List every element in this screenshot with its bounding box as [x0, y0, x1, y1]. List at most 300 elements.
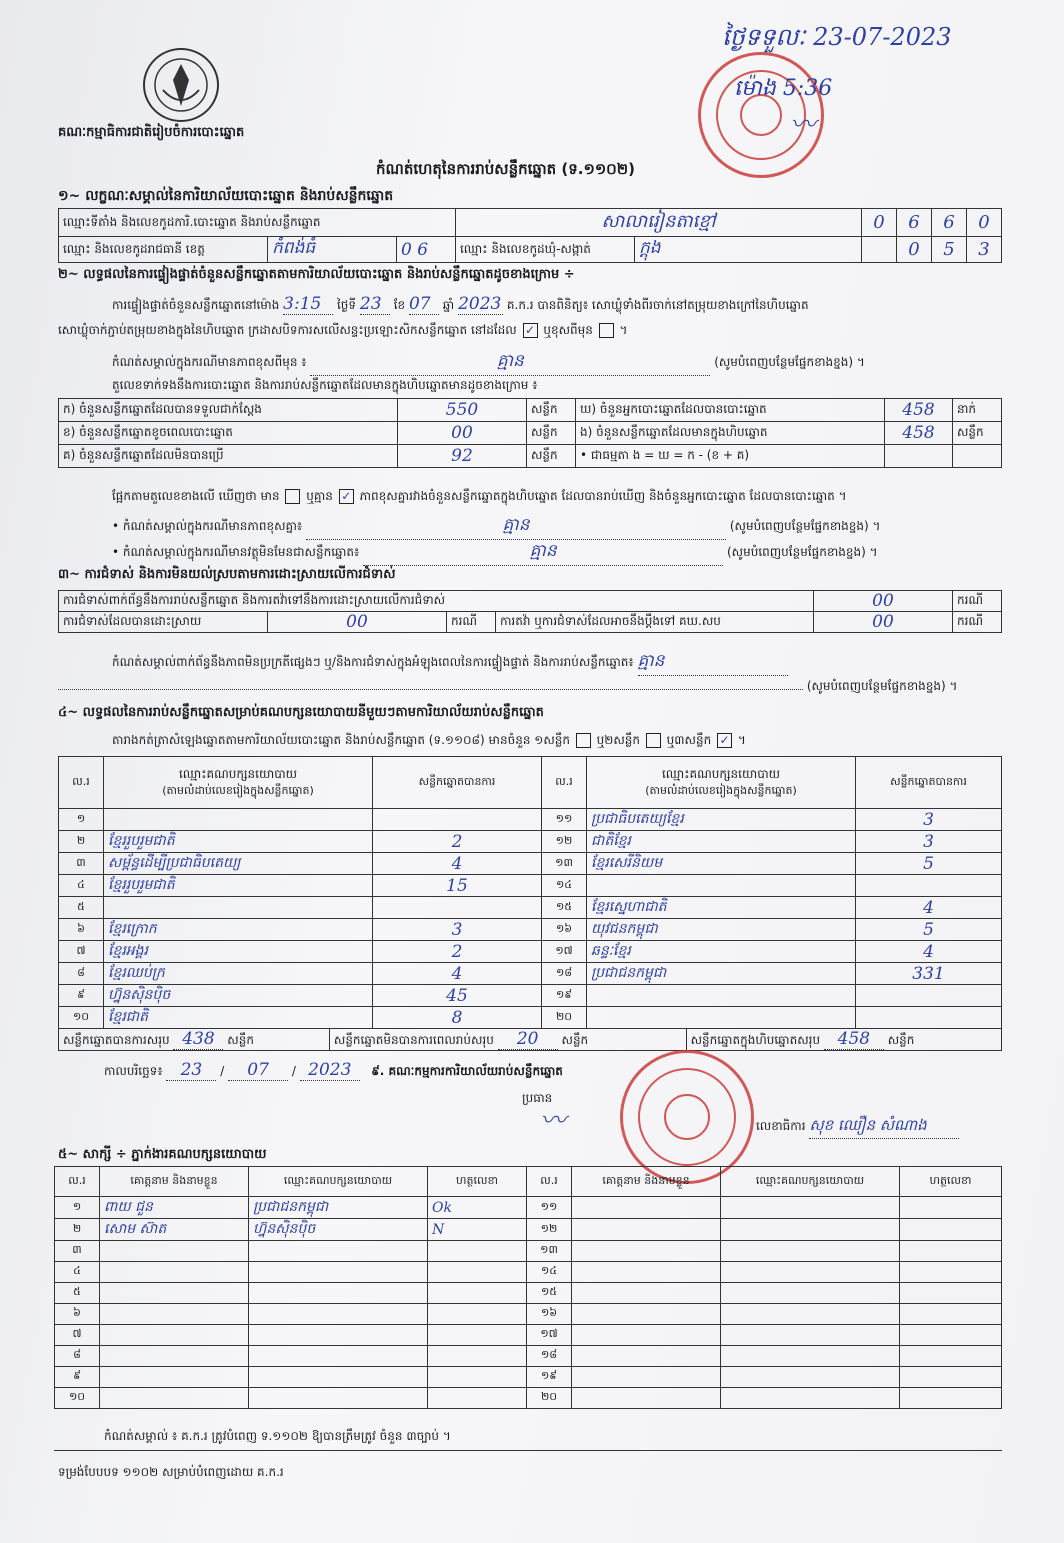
object-note-line: [112, 540, 878, 566]
province-label: ឈ្មោះ និងលេខកូដរាជធានី ខេត្ត: [59, 237, 268, 263]
witness-right-sign: [900, 1219, 1002, 1241]
results-row: [59, 919, 1002, 941]
witness-left-party: [249, 1346, 428, 1367]
verify-time: 3:15: [283, 294, 333, 315]
result-right-votes: 3: [856, 809, 1002, 831]
result-left-no: ៤: [59, 875, 104, 897]
fig-left-value: 00: [398, 422, 527, 445]
witness-right-party: [721, 1241, 900, 1262]
official-stamp-bottom: [620, 1050, 754, 1184]
tally-3-checkbox[interactable]: ✓: [717, 733, 732, 748]
witness-right-party: [721, 1346, 900, 1367]
witness-left-no: ៣: [55, 1241, 100, 1262]
witness-right-name: [572, 1346, 721, 1367]
party-header-right: ឈ្មោះគណបក្សនយោបាយ: [661, 766, 781, 781]
result-right-party: ខ្មែរសេរីនិយម: [587, 853, 856, 875]
seal-note-value: គ្មាន: [310, 350, 710, 376]
province-code: 0 6: [397, 237, 456, 263]
diff-note-value: គ្មាន: [306, 514, 726, 540]
secretary-label: លេខាធិការ: [756, 1119, 806, 1133]
result-left-votes: [373, 897, 542, 919]
witness-row: [55, 1219, 1002, 1241]
witness-left-sign: [428, 1346, 527, 1367]
witness-col-party-left: ឈ្មោះគណបក្សនយោបាយ: [249, 1167, 428, 1197]
result-left-party: ខ្មែរឈប់ក្រ: [104, 963, 373, 985]
box-total-label: សន្លឹកឆ្នោតក្នុងហិបឆ្នោតសរុប: [690, 1033, 821, 1047]
witness-row: [55, 1197, 1002, 1219]
tally-3-label: ឬ៣សន្លឹក: [666, 733, 712, 747]
witness-left-party: [249, 1283, 428, 1304]
diff-note-label: • កំណត់សម្គាល់ក្នុងករណីមានភាពខុសគ្នា៖: [112, 519, 303, 533]
diff-has-checkbox[interactable]: [285, 489, 300, 504]
result-left-votes: 45: [373, 985, 542, 1007]
witness-left-party: [249, 1388, 428, 1409]
witness-left-no: ១០: [55, 1388, 100, 1409]
witness-col-sign-right: ហត្ថលេខា: [900, 1167, 1002, 1197]
witness-right-no: ១៩: [527, 1367, 572, 1388]
verify-day-label: ថ្ងៃទី: [337, 298, 357, 312]
invalid-total-value: 20: [498, 1029, 558, 1050]
location-code-3: 6: [932, 209, 967, 237]
witness-right-party: [721, 1219, 900, 1241]
results-col-no-left: ល.រ: [59, 757, 104, 809]
invalid-total-label: សន្លឹកឆ្នោតមិនបានការពេលរាប់សរុប: [333, 1033, 494, 1047]
tally-1-checkbox[interactable]: [576, 733, 591, 748]
result-left-no: ៥: [59, 897, 104, 919]
witness-row: [55, 1304, 1002, 1325]
appeal-value: 00: [814, 612, 953, 633]
fig-right-label: ង) ចំនួនសន្លឹកឆ្នោតដែលមានក្នុងហិបឆ្នោត: [576, 422, 885, 445]
valid-total-label: សន្លឹកឆ្នោតបានការសរុប: [63, 1033, 170, 1047]
result-right-no: ១៩: [542, 985, 587, 1007]
figures-row: [59, 445, 1002, 468]
witness-col-sign-left: ហត្ថលេខា: [428, 1167, 527, 1197]
witness-left-no: ៨: [55, 1346, 100, 1367]
diff-none-checkbox[interactable]: ✓: [339, 489, 354, 504]
form-code: ទម្រង់បែបបទ ១១០២ សម្រាប់បំពេញដោយ គ.ក.រ: [58, 1465, 284, 1479]
irregularity-suffix: (សូមបំពេញបន្ថែមផ្នែកខាងខ្នង) ។: [806, 679, 958, 693]
fig-right-value: [885, 445, 953, 468]
result-left-votes: 3: [373, 919, 542, 941]
result-left-party: សម្ព័ន្ធដើម្បីប្រជាធិបតេយ្យ: [104, 853, 373, 875]
fig-left-value: 550: [398, 399, 527, 422]
witness-left-party: ហ្វ៊ុនស៊ិនប៉ិច: [249, 1219, 428, 1241]
seal-note-label: កំណត់សម្គាល់ក្នុងករណីមានភាពខុសពីមុន ៖: [112, 355, 307, 369]
verify-year: 2023: [458, 294, 502, 314]
figures-row: [59, 422, 1002, 445]
witness-left-no: ៩: [55, 1367, 100, 1388]
location-code-4: 0: [967, 209, 1002, 237]
fig-left-label: គ) ចំនួនសន្លឹកឆ្នោតដែលមិនបានប្រើ: [59, 445, 398, 468]
witness-left-sign: [428, 1325, 527, 1346]
verify-day: 23: [360, 294, 390, 315]
witness-right-party: [721, 1367, 900, 1388]
witness-right-name: [572, 1197, 721, 1219]
witness-right-no: ១២: [527, 1219, 572, 1241]
result-left-party: [104, 809, 373, 831]
result-right-votes: 5: [856, 919, 1002, 941]
irregularity-suffix-line: [58, 678, 957, 696]
witness-left-name: [100, 1388, 249, 1409]
witness-row: [55, 1283, 1002, 1304]
counting-committee-label: ៩. គណៈកម្មការការិយាល័យរាប់សន្លឹកឆ្នោត: [371, 1064, 563, 1078]
witness-left-sign: [428, 1283, 527, 1304]
witness-right-no: ១៣: [527, 1241, 572, 1262]
section4-title: ៤~ លទ្ធផលនៃការរាប់សន្លឹកឆ្នោតសម្រាប់គណបក្សនយោបាយនីមួយៗតាមការិយាល័យរាប់សន្លឹកឆ្នោត: [58, 705, 544, 720]
result-left-no: ៧: [59, 941, 104, 963]
witness-right-name: [572, 1388, 721, 1409]
witness-right-name: [572, 1367, 721, 1388]
result-left-votes: 4: [373, 963, 542, 985]
witness-left-name: [100, 1325, 249, 1346]
results-row: [59, 875, 1002, 897]
result-left-votes: 4: [373, 853, 542, 875]
witness-right-sign: [900, 1325, 1002, 1346]
result-right-no: ១៧: [542, 941, 587, 963]
object-note-value: គ្មាន: [363, 540, 723, 566]
fig-left-label: ខ) ចំនួនសន្លឹកឆ្នោតខូចពេលបោះឆ្នោត: [59, 422, 398, 445]
section2-title: ២~ លទ្ធផលនៃការផ្ទៀងផ្ទាត់ចំនួនសន្លឹកឆ្នោតតាមការិយាល័យបោះឆ្នោត និងរាប់សន្លឹកឆ្នោតដូចខាងក្រោម ÷: [58, 267, 575, 282]
result-right-no: ១៣: [542, 853, 587, 875]
result-left-votes: 2: [373, 941, 542, 963]
verify-year-label: ឆ្នាំ: [442, 298, 455, 312]
secretary-name: សុខ ឈឿន សំណាង: [809, 1116, 959, 1139]
results-table: [58, 756, 1002, 1029]
tally-2-checkbox[interactable]: [646, 733, 661, 748]
diff-line: [112, 488, 847, 506]
resolved-value: 00: [268, 612, 447, 633]
fig-right-label: • ជាធម្មតា ង = ឃ = ក - (ខ + គ): [576, 445, 885, 468]
party-sub-left: (តាមលំដាប់លេខរៀងក្នុងសន្លឹកឆ្នោត): [162, 783, 314, 797]
location-value: សាលារៀនតាខ្មៅ: [456, 209, 862, 237]
result-left-votes: [373, 809, 542, 831]
valid-total: [59, 1029, 330, 1051]
section3-title: ៣~ ការជំទាស់ និងការមិនយល់ស្របតាមការដោះស្រាយលើការជំទាស់: [58, 567, 396, 582]
objection-label: ការជំទាស់ពាក់ព័ន្ធនឹងការរាប់សន្លឹកឆ្នោត និងការតវ៉ាទៅនឹងការដោះស្រាយលើការជំទាស់: [59, 591, 814, 612]
witness-right-sign: [900, 1283, 1002, 1304]
commune-code-3: 3: [967, 237, 1002, 263]
result-right-no: ១៨: [542, 963, 587, 985]
witness-left-sign: [428, 1388, 527, 1409]
seal-note-line: [112, 350, 1002, 376]
result-left-party: ហ្វ៊ុនស៊ិនប៉ិច: [104, 985, 373, 1007]
result-right-no: ១២: [542, 831, 587, 853]
seal-status-line: សោឃ្លុំចាក់ភ្ជាប់តម្រុយខាងក្នុងនៃហិបឆ្នោត ក្រដាសបិទការសលើសន្ទះប្រឡោះសិកសន្លឹកឆ្នោត នៅដដែល ✓ ឬខុសពីមុន ។: [58, 323, 628, 337]
witness-left-party: [249, 1325, 428, 1346]
result-right-party: ខ្មែរស្នេហាជាតិ: [587, 897, 856, 919]
result-left-no: ៩: [59, 985, 104, 1007]
witness-row: [55, 1346, 1002, 1367]
result-right-no: ១៦: [542, 919, 587, 941]
box-total-unit: សន្លឹក: [887, 1033, 915, 1047]
result-left-party: ខ្មែររួបរួមជាតិ: [104, 831, 373, 853]
section1-table: [58, 208, 1002, 263]
witness-col-no-left: ល.រ: [55, 1167, 100, 1197]
verification-line: [112, 294, 809, 315]
witness-col-no-right: ល.រ: [527, 1167, 572, 1197]
result-left-party: [104, 897, 373, 919]
witness-right-sign: [900, 1241, 1002, 1262]
witness-right-no: ១៤: [527, 1262, 572, 1283]
signing-year: 2023: [300, 1060, 360, 1081]
province-value: កំពង់ធំ: [268, 237, 397, 263]
result-right-votes: [856, 875, 1002, 897]
result-right-votes: 5: [856, 853, 1002, 875]
result-left-votes: 15: [373, 875, 542, 897]
object-note-suffix: (សូមបំពេញបន្ថែមផ្នែកខាងខ្នង) ។: [726, 545, 878, 559]
witness-left-no: ៦: [55, 1304, 100, 1325]
witness-right-party: [721, 1262, 900, 1283]
results-col-no-right: ល.រ: [542, 757, 587, 809]
result-right-party: ប្រជាធិបតេយ្យខ្មែរ: [587, 809, 856, 831]
commune-label: ឈ្មោះ និងលេខកូដឃុំ-សង្កាត់: [456, 237, 635, 263]
witness-right-name: [572, 1304, 721, 1325]
witness-left-party: [249, 1241, 428, 1262]
witness-row: [55, 1325, 1002, 1346]
witness-left-no: ១: [55, 1197, 100, 1219]
valid-total-unit: សន្លឹក: [227, 1033, 254, 1047]
results-row: [59, 985, 1002, 1007]
objection-unit: ករណី: [953, 591, 1002, 612]
fig-left-value: 92: [398, 445, 527, 468]
verify-month-label: ខែ: [393, 298, 406, 312]
objections-table: [58, 590, 1002, 633]
location-code-1: 0: [862, 209, 897, 237]
diff-note-line: [112, 514, 880, 540]
witness-row: [55, 1388, 1002, 1409]
result-right-votes: 4: [856, 897, 1002, 919]
result-left-party: ខ្មែរជាតិ: [104, 1007, 373, 1029]
tally-2-label: ឬ២សន្លឹក: [596, 733, 641, 747]
result-right-party: [587, 1007, 856, 1029]
section5-title: ៥~ សាក្សី ÷ ភ្នាក់ងារគណបក្សនយោបាយ: [58, 1147, 267, 1162]
witness-right-name: [572, 1283, 721, 1304]
signing-month: 07: [228, 1060, 288, 1081]
result-right-party: [587, 875, 856, 897]
invalid-total-unit: សន្លឹក: [561, 1033, 589, 1047]
verify-text: គ.ក.រ បានពិនិត្យ៖ សោឃ្លុំទាំងពីរចាក់នៅតម្រុយខាងក្រៅនៃហិបឆ្នោត: [506, 298, 809, 312]
results-row: [59, 941, 1002, 963]
results-col-votes-left: សន្លឹកឆ្នោតបានការ: [373, 757, 542, 809]
verify-month: 07: [409, 294, 439, 315]
fig-left-unit: សន្លឹក: [527, 422, 576, 445]
figures-row: [59, 399, 1002, 422]
box-total-value: 458: [824, 1029, 884, 1050]
results-col-votes-right: សន្លឹកឆ្នោតបានការ: [856, 757, 1002, 809]
signing-day: 23: [166, 1060, 216, 1081]
witness-left-no: ២: [55, 1219, 100, 1241]
signing-date-label: កាលបរិច្ឆេទ៖: [104, 1064, 163, 1078]
location-label: ឈ្មោះទីតាំង និងលេខកូដការិ.បោះឆ្នោត និងរាប់សន្លឹកឆ្នោត: [59, 209, 456, 237]
results-row: [59, 1007, 1002, 1029]
changed-label: ឬខុសពីមុន: [543, 323, 593, 337]
result-right-votes: 4: [856, 941, 1002, 963]
witness-left-name: [100, 1262, 249, 1283]
signing-date-line: កាលបរិច្ឆេទ៖ 23 / 07 / 2023 ៩. គណៈកម្មការការិយាល័យរាប់សន្លឹកឆ្នោត: [104, 1060, 563, 1080]
witness-right-party: [721, 1283, 900, 1304]
result-right-votes: [856, 1007, 1002, 1029]
witness-left-name: ពាយ ជួន: [100, 1197, 249, 1219]
diff-text-c: ភាពខុសគ្នារវាងចំនួនសន្លឹកឆ្នោតក្នុងហិបឆ្នោត ដែលបានរាប់ឃើញ និងចំនួនអ្នកបោះឆ្នោត ដែលបានបោះឆ្នោត ។: [359, 489, 847, 503]
witness-right-no: ២០: [527, 1388, 572, 1409]
result-right-party: ឆន្ទៈខ្មែរ: [587, 941, 856, 963]
irregularity-label: កំណត់សម្គាល់ពាក់ព័ន្ធនឹងភាពមិនប្រក្រតីផ្សេងៗ ឬ/និងការជំទាស់ក្នុងអំឡុងពេលនៃការផ្ទៀងផ្ទាត់ និងការរាប់សន្លឹកឆ្នោត៖: [112, 655, 634, 669]
footer-rule: [54, 1450, 1002, 1451]
seal-status-text: សោឃ្លុំចាក់ភ្ជាប់តម្រុយខាងក្នុងនៃហិបឆ្នោត ក្រដាសបិទការសលើសន្ទះប្រឡោះសិកសន្លឹកឆ្នោត នៅដដែល: [58, 323, 517, 337]
witness-left-name: សោម ស៊ាត: [100, 1219, 249, 1241]
committee-name: គណៈកម្មាធិការជាតិរៀបចំការបោះឆ្នោត: [58, 125, 245, 140]
witness-left-name: [100, 1304, 249, 1325]
results-row: [59, 963, 1002, 985]
diff-text-a: ផ្អែកតាមតួលេខខាងលើ ឃើញថា មាន: [112, 489, 280, 503]
results-col-party-right: [587, 757, 856, 809]
party-sub-right: (តាមលំដាប់លេខរៀងក្នុងសន្លឹកឆ្នោត): [645, 783, 797, 797]
witness-right-no: ១៧: [527, 1325, 572, 1346]
irregularity-value: គ្មាន: [638, 650, 788, 676]
witness-right-no: ១៥: [527, 1283, 572, 1304]
witness-right-no: ១៨: [527, 1346, 572, 1367]
tally-text: តារាងកត់ត្រាសំឡេងឆ្នោតតាមការិយាល័យបោះឆ្នោត និងរាប់សន្លឹកឆ្នោត (ទ.១១០៨) មានចំនួន ១សន្លឹក: [112, 733, 570, 747]
commune-code-1: 0: [897, 237, 932, 263]
fig-right-unit: នាក់: [953, 399, 1002, 422]
result-right-party: [587, 985, 856, 1007]
witness-left-party: [249, 1304, 428, 1325]
form-title: កំណត់ហេតុនៃការរាប់សន្លឹកឆ្នោត (ទ.១១០២): [376, 160, 636, 178]
witness-row: [55, 1262, 1002, 1283]
witness-right-party: [721, 1304, 900, 1325]
verify-time-label: ការផ្ទៀងផ្ទាត់ចំនួនសន្លឹកឆ្នោតនៅម៉ោង: [112, 298, 280, 312]
location-code-2: 6: [897, 209, 932, 237]
witness-right-sign: [900, 1388, 1002, 1409]
witness-right-party: [721, 1388, 900, 1409]
result-right-votes: [856, 985, 1002, 1007]
fig-right-unit: សន្លឹក: [953, 422, 1002, 445]
witness-right-name: [572, 1325, 721, 1346]
results-row: [59, 897, 1002, 919]
results-row: [59, 831, 1002, 853]
result-left-party: ខ្មែរក្រោក: [104, 919, 373, 941]
fig-right-value: 458: [885, 422, 953, 445]
witness-right-party: [721, 1325, 900, 1346]
chair-signature: 〰: [540, 1106, 567, 1136]
witness-left-party: [249, 1367, 428, 1388]
resolved-label: ការជំទាស់ដែលបានដោះស្រាយ: [59, 612, 268, 633]
witness-right-no: ១១: [527, 1197, 572, 1219]
result-right-votes: 3: [856, 831, 1002, 853]
witness-right-name: [572, 1262, 721, 1283]
commune-code-blank: [862, 237, 897, 263]
invalid-total: [329, 1029, 686, 1051]
witness-right-name: [572, 1219, 721, 1241]
witness-left-name: [100, 1283, 249, 1304]
witness-left-no: ៥: [55, 1283, 100, 1304]
result-left-party: ខ្មែរអង្គរ: [104, 941, 373, 963]
intact-checkbox[interactable]: ✓: [523, 323, 538, 338]
changed-checkbox[interactable]: [599, 323, 614, 338]
totals-table: [58, 1028, 1002, 1051]
witness-left-sign: [428, 1262, 527, 1283]
witness-col-name-right: គោត្តនាម និងនាមខ្លួន: [572, 1167, 721, 1197]
result-right-party: យុវជនកម្ពុជា: [587, 919, 856, 941]
irregularity-dots: [58, 689, 803, 690]
witness-left-name: [100, 1367, 249, 1388]
result-left-no: ២: [59, 831, 104, 853]
witness-left-sign: N: [428, 1219, 527, 1241]
witness-left-sign: Ok: [428, 1197, 527, 1219]
result-right-party: ប្រជាជនកម្ពុជា: [587, 963, 856, 985]
appeal-label: ការតវ៉ា ឬការជំទាស់ដែលអាចនឹងប្ដឹងទៅ គឃ.សប: [496, 612, 814, 633]
result-right-no: ១១: [542, 809, 587, 831]
witness-right-sign: [900, 1304, 1002, 1325]
witness-right-sign: [900, 1367, 1002, 1388]
witness-right-sign: [900, 1346, 1002, 1367]
witness-table: [54, 1166, 1002, 1409]
witness-left-name: [100, 1346, 249, 1367]
fig-right-unit: [953, 445, 1002, 468]
section1-title: ១~ លក្ខណៈសម្គាល់នៃការិយាល័យបោះឆ្នោត និងរាប់សន្លឹកឆ្នោត: [58, 188, 394, 204]
fig-right-value: 458: [885, 399, 953, 422]
witness-col-party-right: ឈ្មោះគណបក្សនយោបាយ: [721, 1167, 900, 1197]
fig-left-label: ក) ចំនួនសន្លឹកឆ្នោតដែលបានទទួលជាក់ស្តែង: [59, 399, 398, 422]
result-right-no: ១៤: [542, 875, 587, 897]
witness-left-name: [100, 1241, 249, 1262]
objection-value: 00: [814, 591, 953, 612]
received-time: ម៉ោង 5:36: [734, 76, 833, 101]
valid-total-value: 438: [173, 1029, 223, 1050]
party-header-left: ឈ្មោះគណបក្សនយោបាយ: [178, 766, 298, 781]
witness-left-party: ប្រជាជនកម្ពុជា: [249, 1197, 428, 1219]
commune-value: ក្ដុង: [635, 237, 862, 263]
commune-code-2: 5: [932, 237, 967, 263]
results-row: [59, 809, 1002, 831]
result-right-party: ជាតិខ្មែរ: [587, 831, 856, 853]
figures-table: [58, 398, 1002, 468]
witness-right-sign: [900, 1262, 1002, 1283]
results-col-party-left: [104, 757, 373, 809]
witness-left-party: [249, 1262, 428, 1283]
figures-intro: តួលេខទាក់ទងនឹងការបោះឆ្នោត និងការរាប់សន្លឹកឆ្នោតដែលមានក្នុងហិបឆ្នោតមានដូចខាងក្រោម ៖: [112, 378, 538, 392]
witness-right-no: ១៦: [527, 1304, 572, 1325]
result-left-no: ១០: [59, 1007, 104, 1029]
result-right-votes: 331: [856, 963, 1002, 985]
result-left-no: ៦: [59, 919, 104, 941]
witness-left-no: ៤: [55, 1262, 100, 1283]
witness-right-sign: [900, 1197, 1002, 1219]
receiver-signature: 〰: [790, 110, 817, 140]
result-left-no: ១: [59, 809, 104, 831]
footnote: កំណត់សម្គាល់ ៖ គ.ក.រ ត្រូវបំពេញ ទ.១១០២ ឱ្យបានត្រឹមត្រូវ ចំនួន ៣ច្បាប់ ។: [104, 1429, 451, 1443]
result-left-no: ៣: [59, 853, 104, 875]
witness-col-name-left: គោត្តនាម និងនាមខ្លួន: [100, 1167, 249, 1197]
witness-left-sign: [428, 1367, 527, 1388]
tally-line: តារាងកត់ត្រាសំឡេងឆ្នោតតាមការិយាល័យបោះឆ្នោត និងរាប់សន្លឹកឆ្នោត (ទ.១១០៨) មានចំនួន ១សន្លឹក ឬ២សន្លឹក ឬ៣សន្លឹក ✓ ។: [112, 733, 746, 747]
witness-right-name: [572, 1241, 721, 1262]
fig-left-unit: សន្លឹក: [527, 445, 576, 468]
witness-left-no: ៧: [55, 1325, 100, 1346]
diff-text-b: ឬគ្មាន: [306, 489, 333, 503]
appeal-unit: ករណី: [953, 612, 1002, 633]
diff-note-suffix: (សូមបំពេញបន្ថែមផ្នែកខាងខ្នង) ។: [729, 519, 881, 533]
seal-note-suffix: (សូមបំពេញបន្ថែមផ្នែកខាងខ្នង) ។: [714, 355, 865, 369]
witness-right-party: [721, 1197, 900, 1219]
result-left-votes: 8: [373, 1007, 542, 1029]
fig-right-label: ឃ) ចំនួនអ្នកបោះឆ្នោតដែលបានបោះឆ្នោត: [576, 399, 885, 422]
witness-row: [55, 1367, 1002, 1388]
witness-row: [55, 1241, 1002, 1262]
received-date: ថ្ងៃទទួលៈ 23-07-2023: [722, 23, 952, 51]
result-left-no: ៨: [59, 963, 104, 985]
box-total: [686, 1029, 1001, 1051]
